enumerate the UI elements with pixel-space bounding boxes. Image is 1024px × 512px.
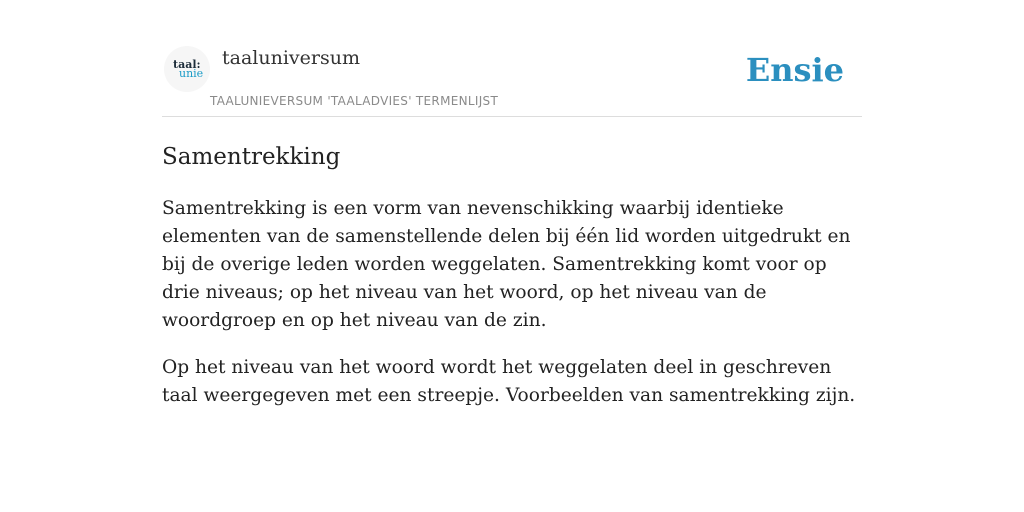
logo-text-unie: unie xyxy=(179,67,204,80)
ensie-brand-logo[interactable]: Ensie xyxy=(745,51,844,89)
header xyxy=(162,0,862,117)
taalunie-logo[interactable] xyxy=(164,46,210,92)
article-paragraph-2: Op het niveau van het woord wordt het weggelaten deel in geschreven taal weergegeven met een streepje. Voorbeelden van samentrekking zijn. xyxy=(162,357,856,406)
page-title: Samentrekking xyxy=(162,144,341,170)
article-paragraph-1: Samentrekking is een vorm van nevenschikking waarbij identieke elementen van de samenstellende delen bij één lid worden uitgedrukt en bij de overige leden worden weggelaten. Samentrekking komt voor op drie niveaus; op het niveau van het woord, op het niveau van de woordgroep en op het niveau van de zin. xyxy=(162,198,851,331)
source-subtitle[interactable]: TAALUNIEVERSUM 'TAALADVIES' TERMENLIJST xyxy=(210,94,499,108)
site-name-link[interactable]: taaluniversum xyxy=(222,47,360,69)
logo-text-taal: taal: xyxy=(173,58,201,71)
page-container xyxy=(162,0,862,410)
